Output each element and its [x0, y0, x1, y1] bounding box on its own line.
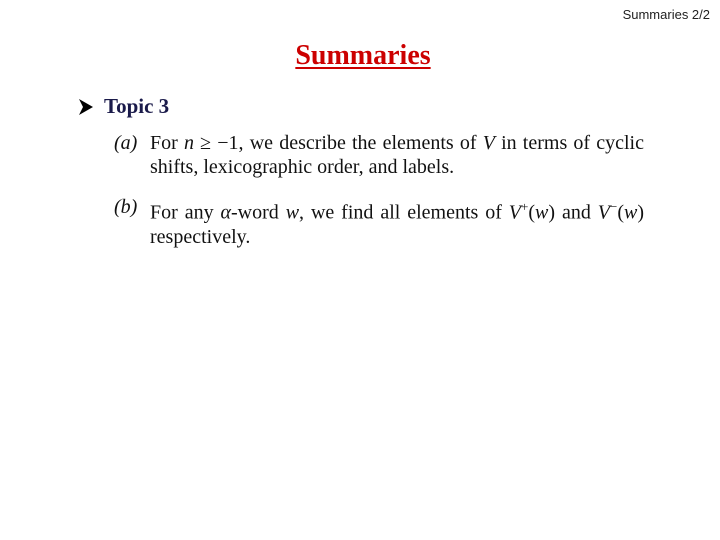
slide-title: Summaries [295, 40, 431, 71]
item-label: (b) [114, 196, 138, 218]
bullet-label: Topic 3 [104, 94, 170, 118]
summary-item-a [114, 131, 644, 179]
item-text: For n ≥ −1, we describe the elements of V in terms of cyclic shifts, lexicographic order, and labels. [150, 132, 644, 178]
item-text: For any α-word w, we find all elements of V+(w) and V−(w) respectively. [150, 199, 644, 248]
summary-list [114, 131, 644, 265]
page-counter: Summaries 2/2 [622, 7, 710, 22]
item-label: (a) [114, 132, 138, 154]
bullet-topic [78, 94, 169, 119]
summary-item-b [114, 195, 644, 249]
arrow-bullet-icon [78, 98, 94, 116]
